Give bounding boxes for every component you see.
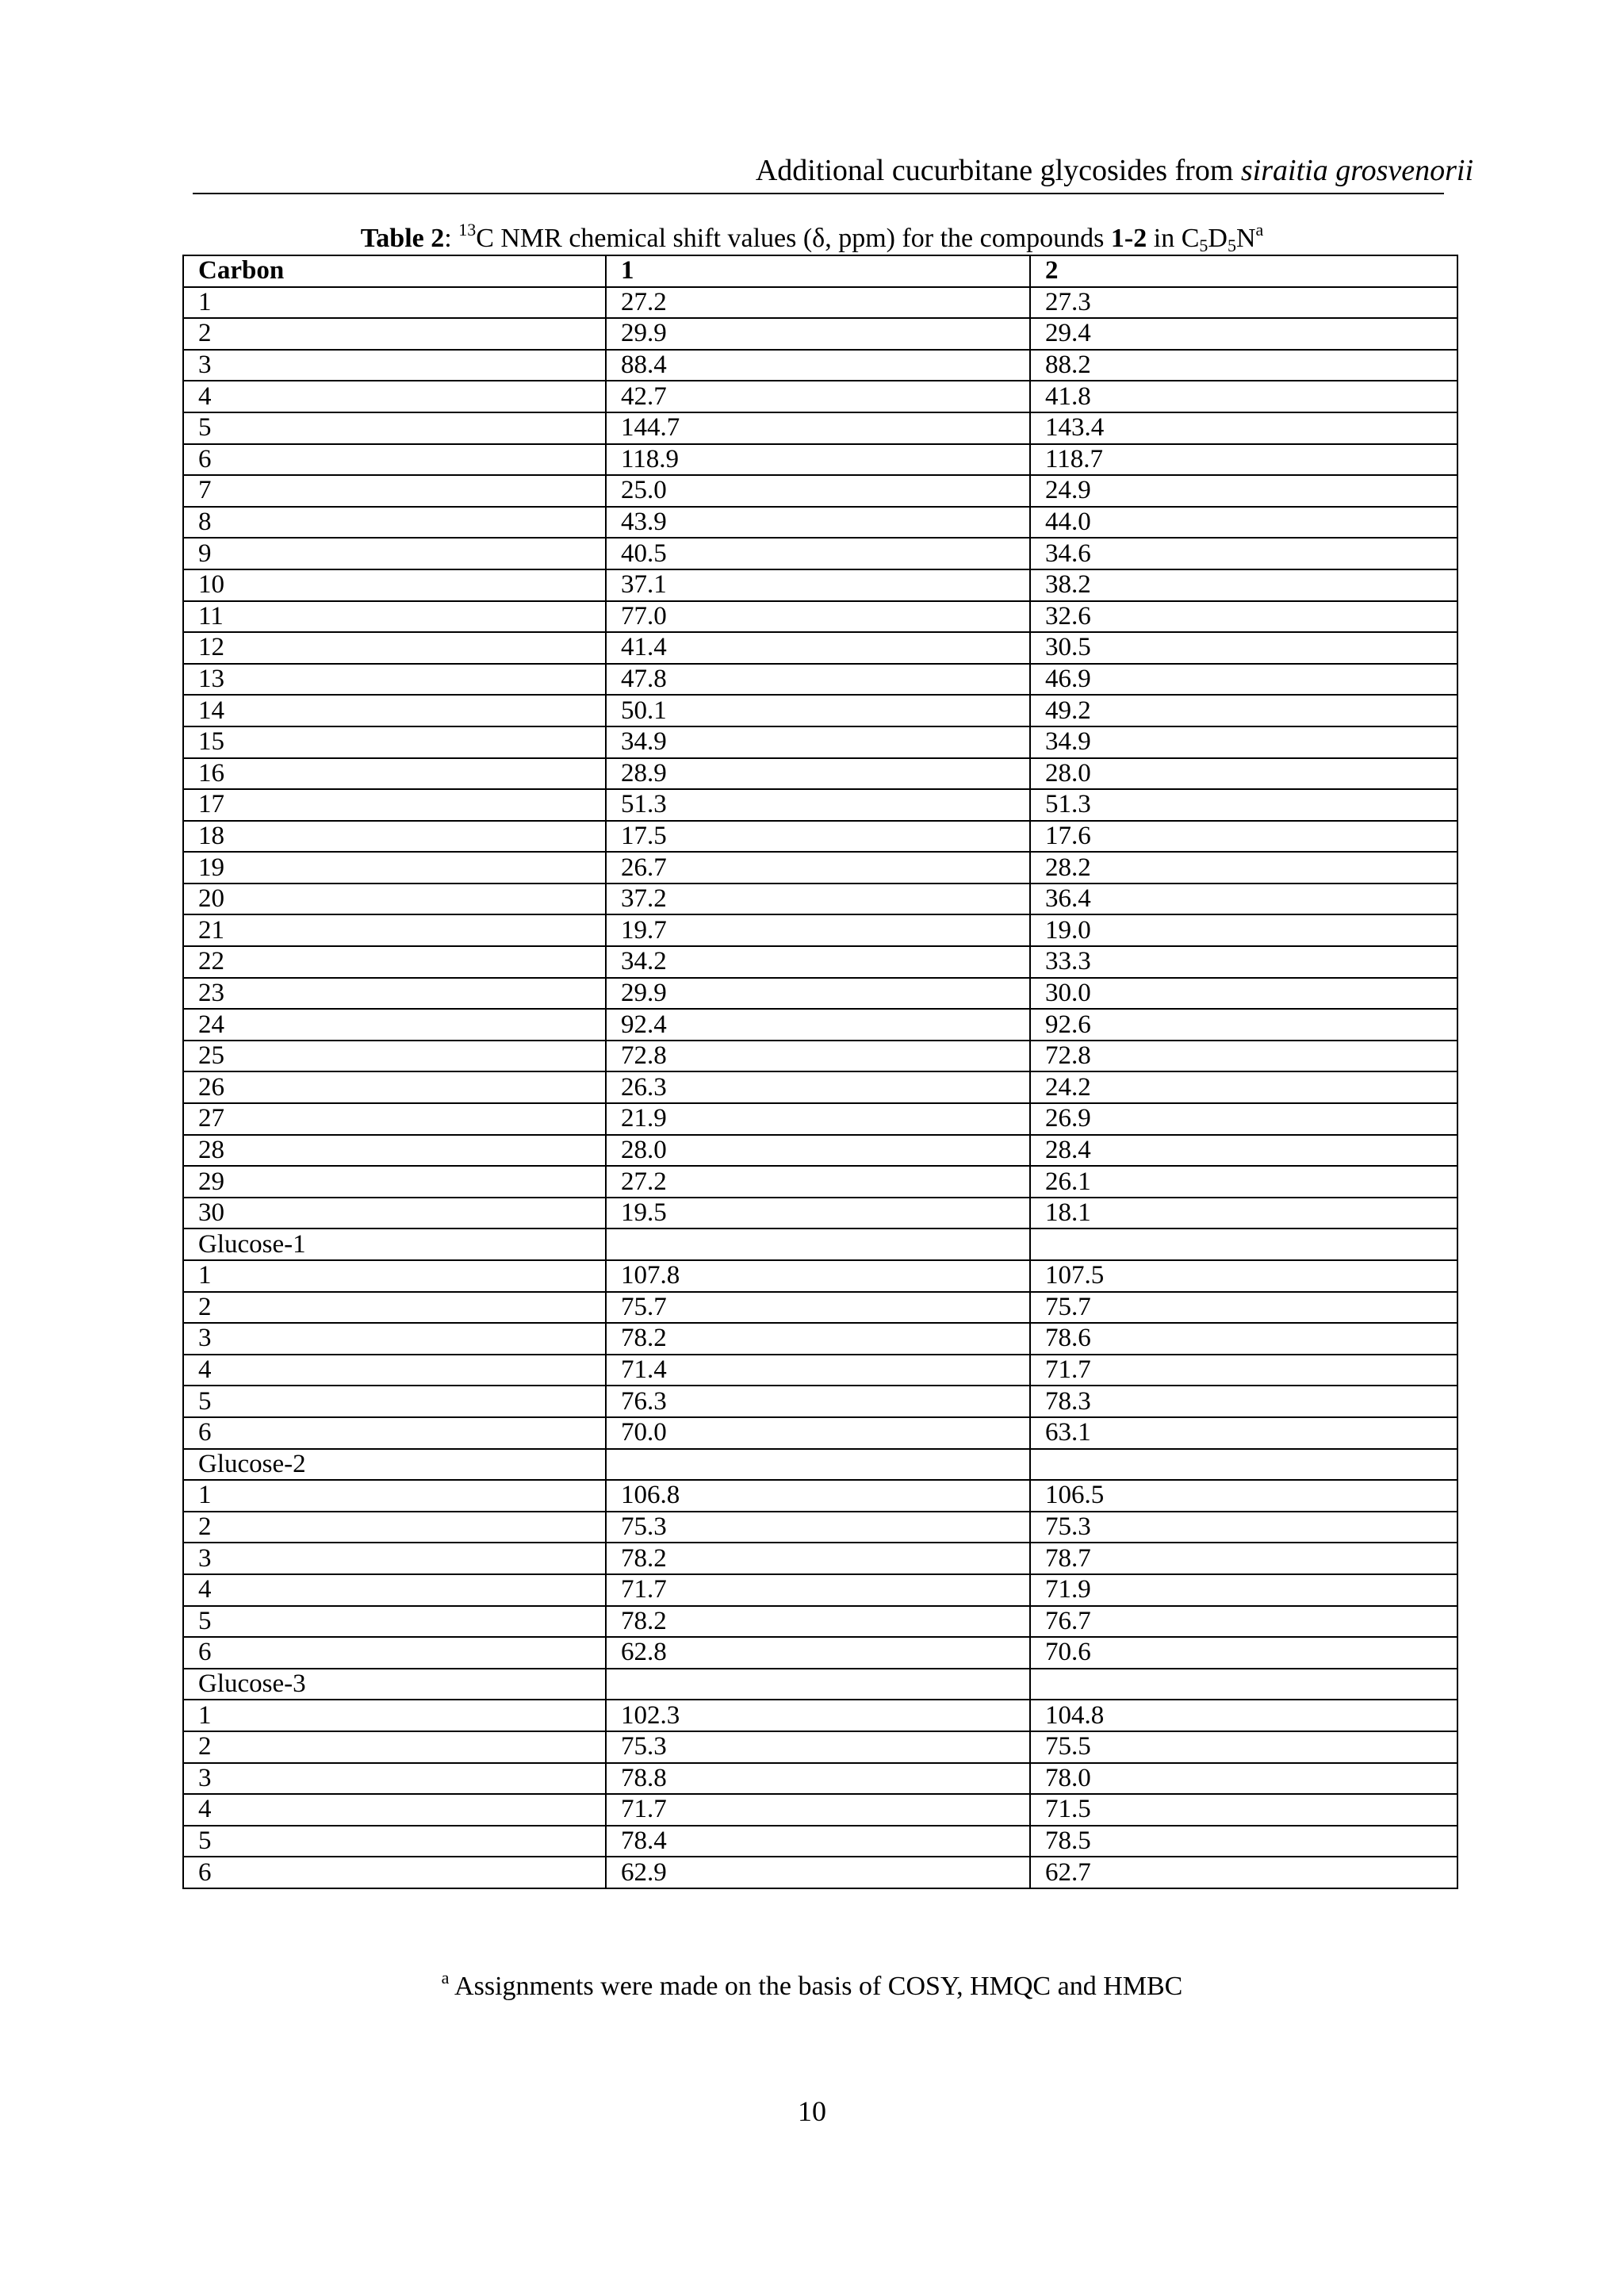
- table-body: [183, 287, 1457, 1888]
- header-carbon: Carbon: [183, 255, 606, 287]
- carbon-cell: Glucose-2: [183, 1449, 606, 1481]
- shift-value-cell: 118.9: [606, 444, 1030, 476]
- table-row: [183, 758, 1457, 790]
- shift-value-cell: 37.2: [606, 884, 1030, 915]
- shift-value-cell: 47.8: [606, 664, 1030, 696]
- shift-value-cell: 104.8: [1030, 1700, 1457, 1731]
- table-row: [183, 821, 1457, 853]
- shift-value-cell: 29.4: [1030, 318, 1457, 350]
- carbon-cell: 6: [183, 1857, 606, 1888]
- table-row: [183, 789, 1457, 821]
- shift-value-cell: 78.2: [606, 1606, 1030, 1638]
- caption-note-mark: a: [1255, 220, 1264, 240]
- shift-value-cell: 40.5: [606, 538, 1030, 569]
- shift-value-cell: 78.2: [606, 1323, 1030, 1355]
- shift-value-cell: [606, 1449, 1030, 1481]
- caption-sep: :: [444, 224, 459, 253]
- table-row: [183, 287, 1457, 319]
- shift-value-cell: 26.1: [1030, 1166, 1457, 1198]
- carbon-cell: 2: [183, 1292, 606, 1324]
- caption-isotope: 13: [458, 220, 477, 240]
- carbon-cell: 3: [183, 350, 606, 381]
- nmr-shift-table: [182, 255, 1458, 1889]
- carbon-cell: 14: [183, 695, 606, 726]
- shift-value-cell: 144.7: [606, 412, 1030, 444]
- carbon-cell: 13: [183, 664, 606, 696]
- carbon-cell: 3: [183, 1323, 606, 1355]
- shift-value-cell: 75.3: [606, 1731, 1030, 1763]
- table-row: [183, 1323, 1457, 1355]
- table-row: [183, 412, 1457, 444]
- carbon-cell: 27: [183, 1103, 606, 1135]
- carbon-cell: 5: [183, 1386, 606, 1417]
- shift-value-cell: 118.7: [1030, 444, 1457, 476]
- shift-value-cell: 92.6: [1030, 1009, 1457, 1041]
- table-row: [183, 1794, 1457, 1826]
- running-head-italic: siraitia grosvenorii: [1240, 154, 1473, 187]
- table-row: [183, 1166, 1457, 1198]
- shift-value-cell: 28.0: [1030, 758, 1457, 790]
- shift-value-cell: 24.9: [1030, 475, 1457, 507]
- table-row: [183, 1543, 1457, 1574]
- carbon-cell: 6: [183, 1417, 606, 1449]
- shift-value-cell: 17.6: [1030, 821, 1457, 853]
- shift-value-cell: 62.9: [606, 1857, 1030, 1888]
- shift-value-cell: 71.7: [606, 1574, 1030, 1606]
- shift-value-cell: 26.3: [606, 1071, 1030, 1103]
- shift-value-cell: 50.1: [606, 695, 1030, 726]
- shift-value-cell: 28.4: [1030, 1135, 1457, 1167]
- table-row: [183, 1260, 1457, 1292]
- shift-value-cell: 106.5: [1030, 1480, 1457, 1512]
- caption-sub-2: 5: [1227, 236, 1236, 255]
- table-row: [183, 1198, 1457, 1229]
- shift-value-cell: 78.8: [606, 1763, 1030, 1795]
- shift-value-cell: 70.6: [1030, 1637, 1457, 1669]
- table-row: [183, 1574, 1457, 1606]
- carbon-cell: 23: [183, 978, 606, 1010]
- shift-value-cell: 78.6: [1030, 1323, 1457, 1355]
- caption-compounds: 1-2: [1110, 224, 1147, 253]
- caption-n: N: [1235, 224, 1256, 253]
- shift-value-cell: 51.3: [1030, 789, 1457, 821]
- shift-value-cell: 34.9: [606, 726, 1030, 758]
- shift-value-cell: 78.7: [1030, 1543, 1457, 1574]
- shift-value-cell: 71.9: [1030, 1574, 1457, 1606]
- shift-value-cell: 34.9: [1030, 726, 1457, 758]
- carbon-cell: 22: [183, 946, 606, 978]
- carbon-cell: 3: [183, 1763, 606, 1795]
- table-row: [183, 632, 1457, 664]
- page-number: 10: [798, 2095, 826, 2127]
- shift-value-cell: 19.0: [1030, 914, 1457, 946]
- shift-value-cell: 28.0: [606, 1135, 1030, 1167]
- table-row: [183, 1512, 1457, 1543]
- carbon-cell: 20: [183, 884, 606, 915]
- carbon-cell: 1: [183, 287, 606, 319]
- shift-value-cell: 34.2: [606, 946, 1030, 978]
- table-row: [183, 664, 1457, 696]
- table-header-row: [183, 255, 1457, 287]
- shift-value-cell: [1030, 1669, 1457, 1700]
- caption-text-b: in C: [1147, 224, 1200, 253]
- carbon-cell: 15: [183, 726, 606, 758]
- carbon-cell: 11: [183, 601, 606, 633]
- shift-value-cell: 27.3: [1030, 287, 1457, 319]
- table-row: [183, 1041, 1457, 1072]
- table-row: [183, 695, 1457, 726]
- shift-value-cell: [606, 1228, 1030, 1260]
- shift-value-cell: 71.7: [1030, 1355, 1457, 1386]
- shift-value-cell: 27.2: [606, 287, 1030, 319]
- carbon-cell: 5: [183, 412, 606, 444]
- shift-value-cell: 24.2: [1030, 1071, 1457, 1103]
- table-row: [183, 1355, 1457, 1386]
- footnote-text: Assignments were made on the basis of COSY, HMQC and HMBC: [449, 1972, 1183, 2001]
- shift-value-cell: 76.3: [606, 1386, 1030, 1417]
- shift-value-cell: 41.8: [1030, 381, 1457, 412]
- table-row: [183, 1669, 1457, 1700]
- shift-value-cell: 71.5: [1030, 1794, 1457, 1826]
- carbon-cell: 4: [183, 381, 606, 412]
- carbon-cell: 2: [183, 318, 606, 350]
- carbon-cell: 19: [183, 852, 606, 884]
- carbon-cell: 7: [183, 475, 606, 507]
- shift-value-cell: 75.7: [606, 1292, 1030, 1324]
- shift-value-cell: 76.7: [1030, 1606, 1457, 1638]
- shift-value-cell: 29.9: [606, 318, 1030, 350]
- shift-value-cell: 78.4: [606, 1826, 1030, 1857]
- carbon-cell: 16: [183, 758, 606, 790]
- shift-value-cell: 30.5: [1030, 632, 1457, 664]
- shift-value-cell: 32.6: [1030, 601, 1457, 633]
- shift-value-cell: 75.3: [1030, 1512, 1457, 1543]
- shift-value-cell: 18.1: [1030, 1198, 1457, 1229]
- footnote-mark: a: [441, 1968, 450, 1987]
- carbon-cell: 2: [183, 1512, 606, 1543]
- table-row: [183, 1763, 1457, 1795]
- shift-value-cell: 28.9: [606, 758, 1030, 790]
- shift-value-cell: 44.0: [1030, 507, 1457, 539]
- table-row: [183, 1386, 1457, 1417]
- shift-value-cell: 75.7: [1030, 1292, 1457, 1324]
- table-row: [183, 1009, 1457, 1041]
- shift-value-cell: 25.0: [606, 475, 1030, 507]
- shift-value-cell: 30.0: [1030, 978, 1457, 1010]
- header-compound-1: 1: [606, 255, 1030, 287]
- shift-value-cell: 28.2: [1030, 852, 1457, 884]
- shift-value-cell: 88.2: [1030, 350, 1457, 381]
- shift-value-cell: 63.1: [1030, 1417, 1457, 1449]
- shift-value-cell: 17.5: [606, 821, 1030, 853]
- shift-value-cell: 46.9: [1030, 664, 1457, 696]
- table-row: [183, 852, 1457, 884]
- table-row: [183, 726, 1457, 758]
- table-row: [183, 1826, 1457, 1857]
- running-head: [756, 155, 1473, 186]
- table-row: [183, 1103, 1457, 1135]
- carbon-cell: 2: [183, 1731, 606, 1763]
- table-row: [183, 538, 1457, 569]
- table-row: [183, 475, 1457, 507]
- carbon-cell: Glucose-1: [183, 1228, 606, 1260]
- shift-value-cell: 70.0: [606, 1417, 1030, 1449]
- carbon-cell: 25: [183, 1041, 606, 1072]
- shift-value-cell: 78.2: [606, 1543, 1030, 1574]
- table-row: [183, 1449, 1457, 1481]
- carbon-cell: 30: [183, 1198, 606, 1229]
- carbon-cell: 6: [183, 1637, 606, 1669]
- table-row: [183, 914, 1457, 946]
- caption-text-a: C NMR chemical shift values (δ, ppm) for the compounds: [476, 224, 1111, 253]
- carbon-cell: 12: [183, 632, 606, 664]
- shift-value-cell: 78.5: [1030, 1826, 1457, 1857]
- carbon-cell: 5: [183, 1606, 606, 1638]
- shift-value-cell: 107.5: [1030, 1260, 1457, 1292]
- table-row: [183, 1480, 1457, 1512]
- running-head-text: Additional cucurbitane glycosides from: [755, 154, 1241, 187]
- table-row: [183, 1417, 1457, 1449]
- shift-value-cell: 72.8: [1030, 1041, 1457, 1072]
- carbon-cell: 6: [183, 444, 606, 476]
- shift-value-cell: 29.9: [606, 978, 1030, 1010]
- carbon-cell: Glucose-3: [183, 1669, 606, 1700]
- shift-value-cell: 88.4: [606, 350, 1030, 381]
- shift-value-cell: 19.5: [606, 1198, 1030, 1229]
- shift-value-cell: 92.4: [606, 1009, 1030, 1041]
- shift-value-cell: 106.8: [606, 1480, 1030, 1512]
- shift-value-cell: [606, 1669, 1030, 1700]
- shift-value-cell: 26.7: [606, 852, 1030, 884]
- table-row: [183, 507, 1457, 539]
- carbon-cell: 4: [183, 1574, 606, 1606]
- table-row: [183, 978, 1457, 1010]
- caption-label: Table 2: [360, 224, 445, 253]
- carbon-cell: 1: [183, 1700, 606, 1731]
- shift-value-cell: 102.3: [606, 1700, 1030, 1731]
- shift-value-cell: 19.7: [606, 914, 1030, 946]
- table-row: [183, 1071, 1457, 1103]
- table-row: [183, 1731, 1457, 1763]
- shift-value-cell: 72.8: [606, 1041, 1030, 1072]
- shift-value-cell: 49.2: [1030, 695, 1457, 726]
- carbon-cell: 10: [183, 569, 606, 601]
- shift-value-cell: 78.0: [1030, 1763, 1457, 1795]
- shift-value-cell: 51.3: [606, 789, 1030, 821]
- table-row: [183, 1135, 1457, 1167]
- shift-value-cell: 43.9: [606, 507, 1030, 539]
- carbon-cell: 17: [183, 789, 606, 821]
- table-row: [183, 1606, 1457, 1638]
- table-row: [183, 569, 1457, 601]
- carbon-cell: 1: [183, 1480, 606, 1512]
- shift-value-cell: 75.3: [606, 1512, 1030, 1543]
- carbon-cell: 28: [183, 1135, 606, 1167]
- table-row: [183, 1857, 1457, 1888]
- shift-value-cell: 41.4: [606, 632, 1030, 664]
- table-footnote: [0, 1968, 1624, 2001]
- shift-value-cell: 33.3: [1030, 946, 1457, 978]
- carbon-cell: 26: [183, 1071, 606, 1103]
- carbon-cell: 24: [183, 1009, 606, 1041]
- shift-value-cell: 71.4: [606, 1355, 1030, 1386]
- carbon-cell: 29: [183, 1166, 606, 1198]
- carbon-cell: 1: [183, 1260, 606, 1292]
- shift-value-cell: [1030, 1228, 1457, 1260]
- shift-value-cell: 27.2: [606, 1166, 1030, 1198]
- carbon-cell: 18: [183, 821, 606, 853]
- shift-value-cell: 26.9: [1030, 1103, 1457, 1135]
- table-row: [183, 601, 1457, 633]
- shift-value-cell: 21.9: [606, 1103, 1030, 1135]
- table-row: [183, 946, 1457, 978]
- shift-value-cell: 62.7: [1030, 1857, 1457, 1888]
- table-row: [183, 1637, 1457, 1669]
- table-row: [183, 1292, 1457, 1324]
- shift-value-cell: 77.0: [606, 601, 1030, 633]
- carbon-cell: 8: [183, 507, 606, 539]
- carbon-cell: 9: [183, 538, 606, 569]
- table-row: [183, 1228, 1457, 1260]
- caption-sub-1: 5: [1199, 236, 1208, 255]
- carbon-cell: 3: [183, 1543, 606, 1574]
- shift-value-cell: 71.7: [606, 1794, 1030, 1826]
- shift-value-cell: 42.7: [606, 381, 1030, 412]
- table-row: [183, 884, 1457, 915]
- table-row: [183, 444, 1457, 476]
- header-compound-2: 2: [1030, 255, 1457, 287]
- shift-value-cell: 143.4: [1030, 412, 1457, 444]
- table-row: [183, 350, 1457, 381]
- shift-value-cell: 75.5: [1030, 1731, 1457, 1763]
- shift-value-cell: 38.2: [1030, 569, 1457, 601]
- shift-value-cell: [1030, 1449, 1457, 1481]
- caption-d: D: [1208, 224, 1228, 253]
- table-row: [183, 318, 1457, 350]
- header-rule: [193, 193, 1444, 194]
- shift-value-cell: 107.8: [606, 1260, 1030, 1292]
- carbon-cell: 5: [183, 1826, 606, 1857]
- shift-value-cell: 62.8: [606, 1637, 1030, 1669]
- table-row: [183, 381, 1457, 412]
- shift-value-cell: 37.1: [606, 569, 1030, 601]
- carbon-cell: 4: [183, 1355, 606, 1386]
- table-row: [183, 1700, 1457, 1731]
- carbon-cell: 4: [183, 1794, 606, 1826]
- carbon-cell: 21: [183, 914, 606, 946]
- table-caption: [0, 220, 1624, 255]
- shift-value-cell: 78.3: [1030, 1386, 1457, 1417]
- shift-value-cell: 36.4: [1030, 884, 1457, 915]
- shift-value-cell: 34.6: [1030, 538, 1457, 569]
